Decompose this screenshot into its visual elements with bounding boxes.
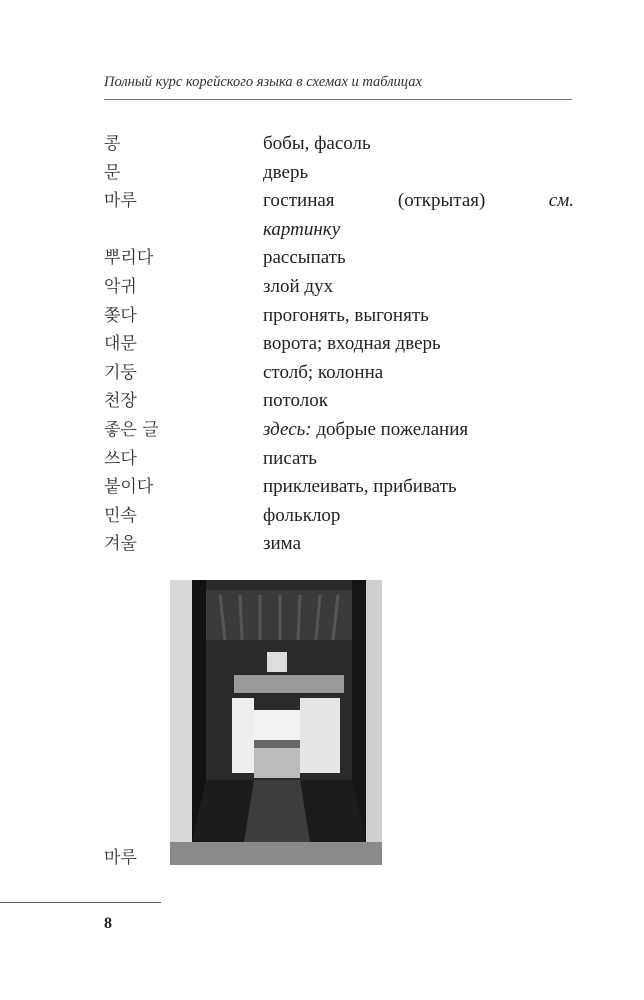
figure-caption: 마루 [104,848,137,868]
translation: фольклор [263,504,341,526]
vocab-row [104,530,574,559]
translation: писать [263,447,317,469]
translation: столб; колонна [263,361,384,383]
translation [263,187,574,244]
korean-word: 붙이다 [104,477,154,498]
translation: бобы, фасоль [263,133,371,154]
translation: рассыпать [263,247,346,269]
korean-word: 문 [104,162,121,183]
translation: дверь [263,161,309,183]
vocab-row [104,445,574,474]
korean-word: 악귀 [104,276,137,297]
translation-text: добрые пожелания [316,418,469,440]
korean-word: 쫒다 [104,305,137,326]
page-number: 8 [104,915,112,932]
vocab-row [104,302,574,331]
maru-photo [170,580,382,865]
korean-word: 민속 [104,505,137,526]
korean-word: 뿌리다 [104,248,154,269]
translation: зима [263,533,301,555]
korean-word: 기둥 [104,362,137,383]
translation: потолок [263,390,328,412]
vocabulary-list [104,130,574,559]
translation-note: см. картинку [263,190,575,240]
translation: приклеивать, прибивать [263,476,457,498]
vocab-row [104,416,574,445]
footer-divider [0,902,161,903]
korean-word: 마루 [104,191,137,212]
vocab-row [104,187,574,244]
translation: злой дух [263,275,334,297]
vocab-row [104,473,574,502]
header-divider [104,99,572,100]
translation-text: гостиная (открытая) [263,190,486,212]
vocab-row [104,159,574,188]
translation-prefix: здесь: [263,418,312,440]
korean-word: 콩 [104,134,121,154]
korean-word: 천장 [104,391,137,412]
vocab-row [104,502,574,531]
vocab-row [104,330,574,359]
vocab-row [104,244,574,273]
korean-word: 쓰다 [104,448,137,469]
vocab-row [104,273,574,302]
vocab-row [104,359,574,388]
vocab-row [104,387,574,416]
korean-word: 좋은 글 [104,419,159,440]
translation [263,416,574,445]
translation: ворота; входная дверь [263,333,441,355]
korean-word: 대문 [104,334,137,355]
running-header: Полный курс корейского языка в схемах и таблицах [104,74,422,90]
vocab-row [104,130,574,159]
korean-word: 겨울 [104,534,137,555]
translation: прогонять, выгонять [263,304,429,326]
